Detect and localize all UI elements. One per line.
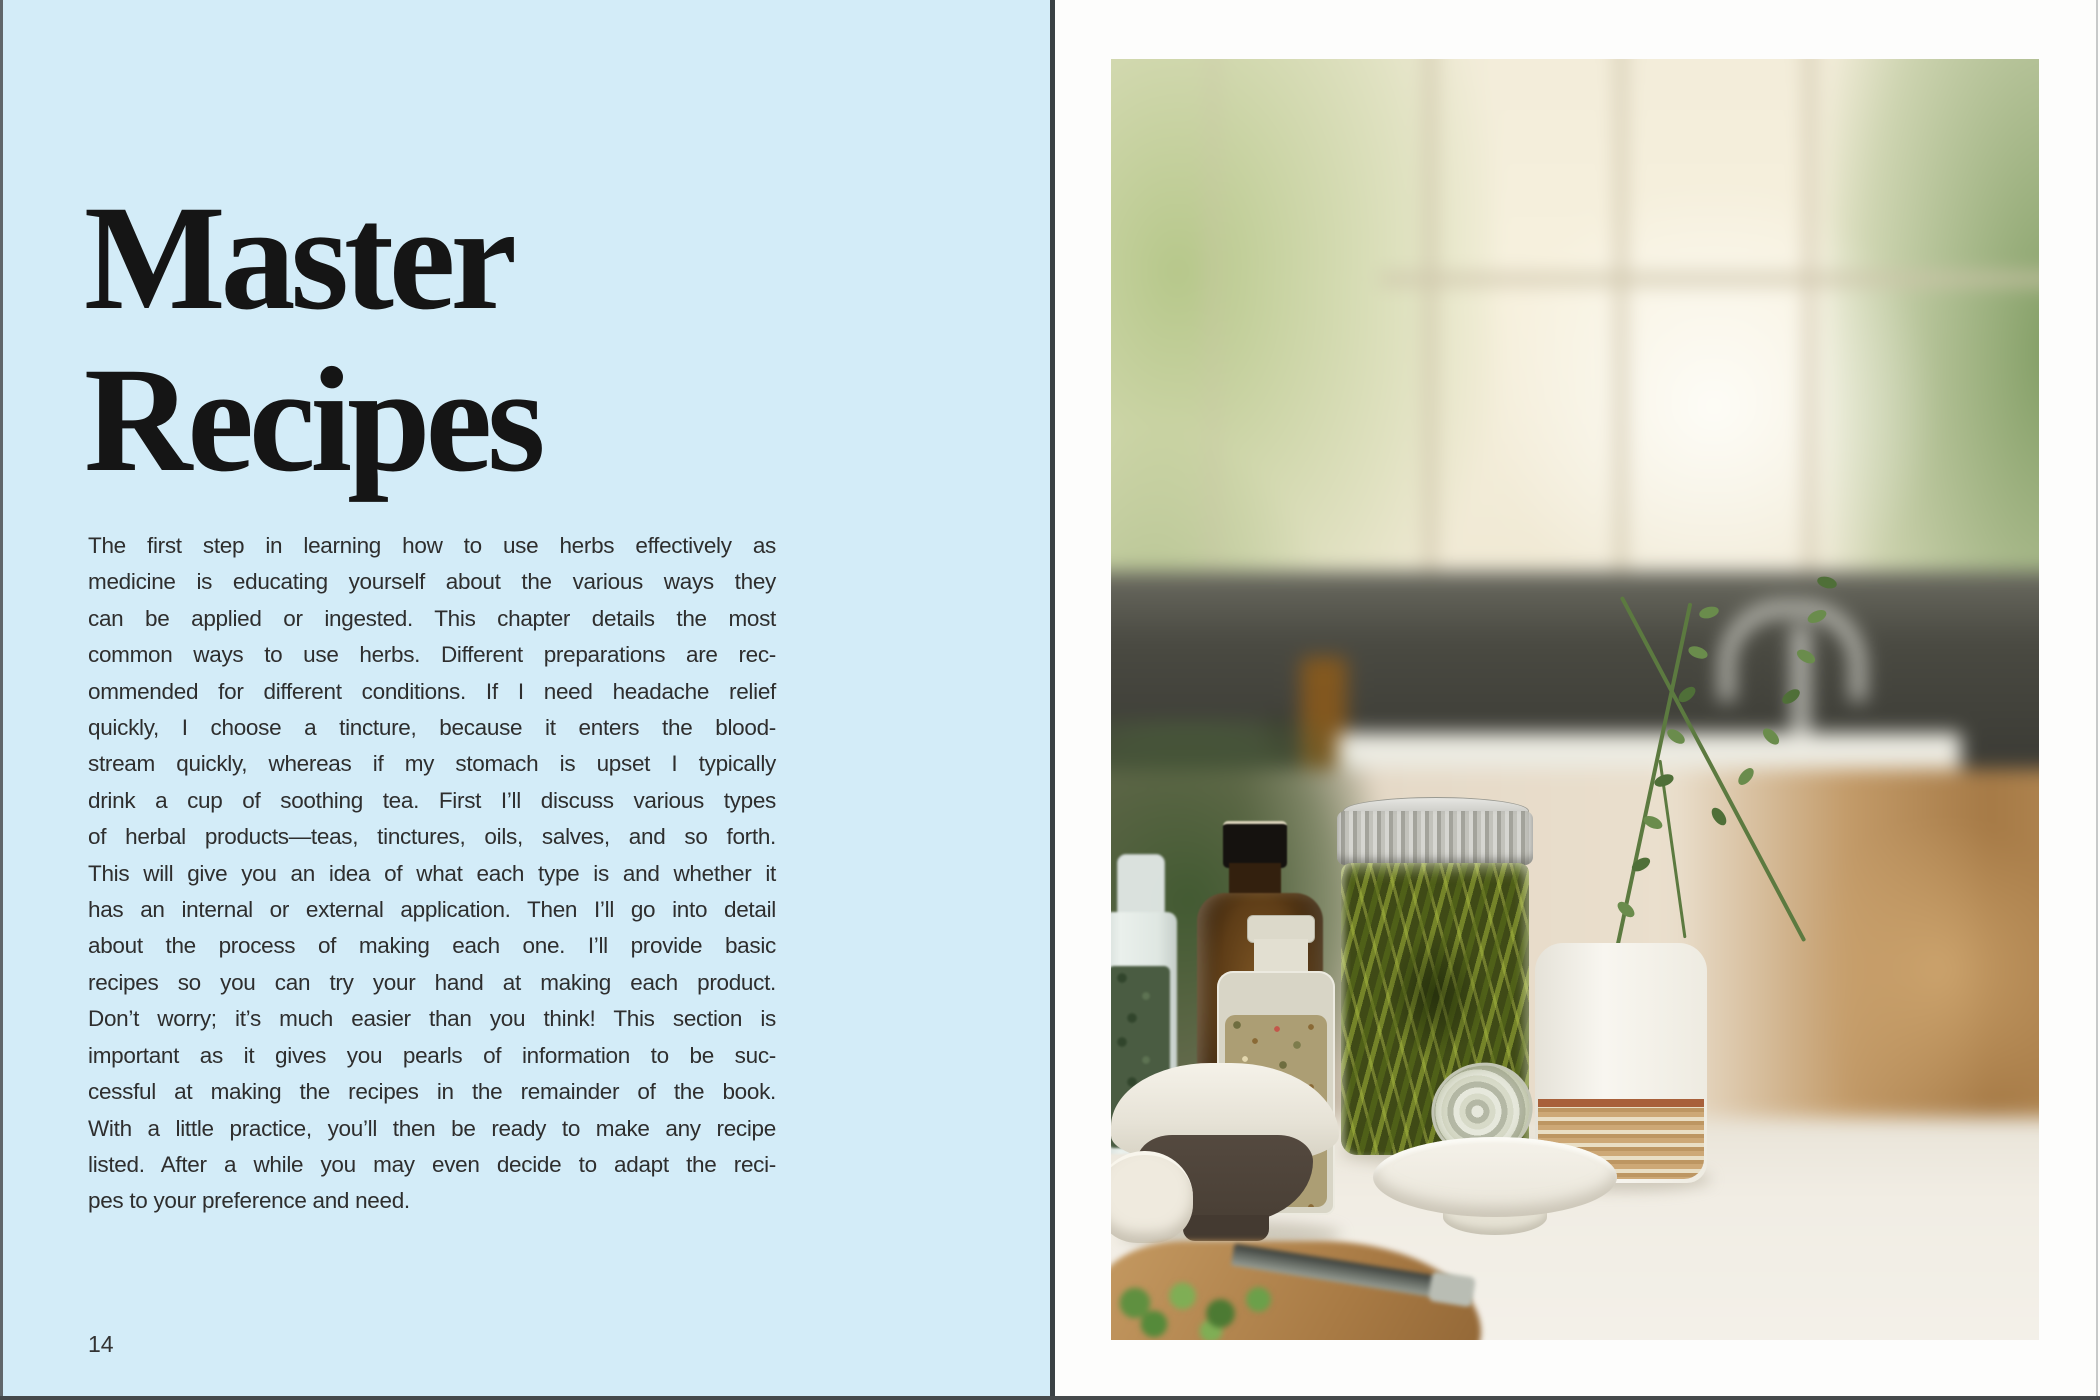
- paragraph-line: With a little practice, you’ll then be ready to make any recipe: [88, 1115, 776, 1141]
- page-edge-bottom: [0, 1396, 2100, 1400]
- bowl-foot: [1183, 1215, 1269, 1241]
- wood-highlight: [1815, 826, 2039, 1112]
- window-mullion: [1805, 59, 1815, 614]
- page-edge-right: [2096, 0, 2098, 1400]
- paragraph-line: medicine is educating yourself about the various ways they: [88, 569, 776, 595]
- small-white-dish: [1373, 1137, 1617, 1247]
- paragraph-line: quickly, I choose a tincture, because it enters the blood-: [88, 715, 776, 741]
- paragraph-line: can be applied or ingested. This chapter details the most: [88, 605, 776, 631]
- page-title: [84, 174, 541, 503]
- chopped-herbs: [1111, 1275, 1287, 1340]
- paragraph-line: This will give you an idea of what each type is and whether it: [88, 860, 776, 886]
- paragraph-line: ommended for different conditions. If I need headache relief: [88, 678, 776, 704]
- paragraph-line: about the process of making each one. I’ll provide basic: [88, 933, 776, 959]
- paragraph-line: pes to your preference and need.: [88, 1188, 410, 1214]
- paragraph-line: drink a cup of soothing tea. First I’ll discuss various types: [88, 787, 776, 813]
- knife-bolster: [1428, 1271, 1476, 1308]
- paragraph-line: important as it gives you pearls of information to be suc-: [88, 1042, 776, 1068]
- paragraph-line: common ways to use herbs. Different preparations are rec-: [88, 642, 776, 668]
- window-mullion: [1426, 59, 1436, 614]
- paragraph-line: stream quickly, whereas if my stomach is upset I typically: [88, 751, 776, 777]
- glass-stopper: [1117, 854, 1165, 920]
- bottle-cap: [1223, 821, 1287, 868]
- paragraph-line: Don’t worry; it’s much easier than you think! This section is: [88, 1006, 776, 1032]
- window-glare: [1486, 180, 1942, 636]
- body-paragraph: [88, 528, 776, 1220]
- paragraph-line: cessful at making the recipes in the remainder of the book.: [88, 1079, 776, 1105]
- dish-rim: [1373, 1137, 1617, 1217]
- jar-lid-band: [1337, 811, 1533, 865]
- paragraph-line: of herbal products—teas, tinctures, oils, salves, and so forth.: [88, 824, 776, 850]
- window-rail: [1380, 273, 2039, 286]
- paragraph-line: listed. After a while you may even decide to adapt the reci-: [88, 1151, 776, 1177]
- paragraph-line: has an internal or external application. Then I’ll go into detail: [88, 897, 776, 923]
- page-edge-left: [0, 0, 3, 1400]
- bottle-neck: [1254, 939, 1308, 975]
- paragraph-line: The first step in learning how to use herbs effectively as: [88, 533, 776, 558]
- title-line-2: Recipes: [84, 336, 541, 503]
- title-line-1: Master: [84, 174, 513, 341]
- kitchen-herbs-photo: [1111, 59, 2039, 1340]
- window-mullion: [1616, 59, 1626, 614]
- window-mullion: [1208, 59, 1218, 614]
- paragraph-line: recipes so you can try your hand at making each product.: [88, 969, 776, 995]
- page-number: 14: [88, 1331, 114, 1357]
